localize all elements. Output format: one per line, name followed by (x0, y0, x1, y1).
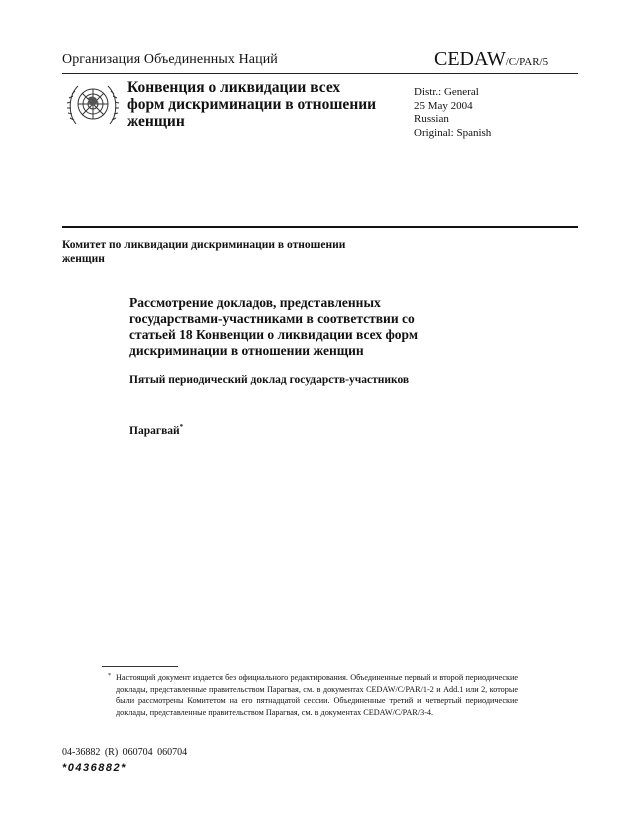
convention-title: Конвенция о ликвидации всех форм дискриминации в отношении женщин (127, 79, 377, 130)
date-line: 25 May 2004 (414, 99, 473, 112)
symbol-sub: /C/PAR/5 (505, 56, 549, 68)
header-rule (62, 73, 578, 74)
distribution-block (414, 86, 491, 140)
footnote-ref: * (179, 423, 184, 431)
organization-name: Организация Объединенных Наций (62, 52, 278, 67)
committee-name: Комитет по ликвидации дискриминации в отношении женщин (62, 239, 346, 265)
job-number: 04-36882 (R) 060704 060704 (62, 747, 188, 758)
report-title: Пятый периодический доклад государств-участников (129, 374, 410, 386)
footnote (108, 672, 518, 718)
footnote-text: Настоящий документ издается без официального редактирования. Объединенные первый и второй периодические доклады, представленные правительством Парагвая, см. в документах CEDAW/C/PAR/1-2 и Add.1 или 2, которые были рассмотрены Комитетом на его пятнадцатой сессии. Объединенные третий и четвертый периодические доклады, представленные правительством Парагвая, см. в документах CEDAW/C/PAR/3-4. (116, 673, 518, 717)
country-heading (129, 423, 183, 437)
barcode-text: *0436882* (62, 762, 127, 774)
distr-line: Distr.: General (414, 86, 479, 98)
country-name: Парагвай (129, 425, 180, 437)
symbol-main: CEDAW (434, 48, 506, 70)
consideration-heading: Рассмотрение докладов, представленных государствами-участниками в соответствии со статьей 18 Конвенции о ликвидации всех форм дискриминации в отношении женщин (129, 295, 419, 358)
document-symbol (434, 48, 548, 71)
language-line: Russian (414, 113, 449, 125)
original-line: Original: Spanish (414, 126, 492, 139)
footnote-mark: * (108, 672, 112, 679)
un-emblem-icon (66, 80, 120, 128)
footnote-rule (102, 666, 178, 667)
section-rule (62, 226, 578, 228)
